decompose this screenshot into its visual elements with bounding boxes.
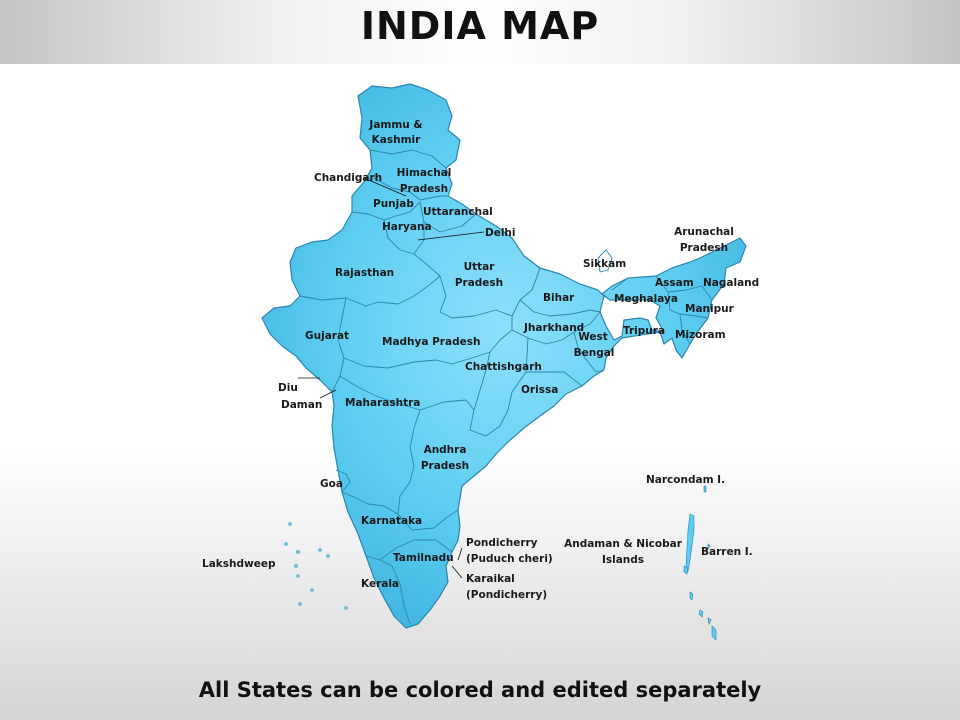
label-mizoram: Mizoram [675,329,726,341]
label-jammu-kashmir-1: Jammu & [369,119,423,131]
label-tripura: Tripura [623,325,666,337]
label-arunachal-2: Pradesh [679,242,729,254]
label-karnataka: Karnataka [361,515,423,527]
label-chattishgarh: Chattishgarh [465,361,542,373]
label-daman: Daman [281,399,323,411]
label-haryana: Haryana [382,221,432,233]
label-assam: Assam [655,277,694,289]
label-gujarat: Gujarat [305,330,350,342]
andaman-nicobar-islands [684,486,716,640]
label-andhra-1: Andhra [423,444,467,456]
leader-pondicherry [458,548,462,560]
label-nagaland: Nagaland [703,277,760,289]
label-rajasthan: Rajasthan [335,267,395,279]
label-lakshdweep: Lakshdweep [202,558,276,570]
page-title: INDIA MAP [360,4,600,48]
label-pondicherry-1: Pondicherry [466,537,538,549]
label-tamilnadu: Tamilnadu [393,552,454,564]
label-jammu-kashmir-2: Kashmir [371,134,421,146]
label-meghalaya: Meghalaya [614,293,678,305]
label-west-bengal-1: West [578,331,608,343]
label-sikkam: Sikkam [583,258,627,270]
label-chandigarh: Chandigarh [314,172,383,184]
label-jharkhand: Jharkhand [524,322,585,334]
label-maharashtra: Maharashtra [345,397,421,409]
lakshadweep-islands [285,523,348,610]
label-uttaranchal: Uttaranchal [423,206,493,218]
label-karaikal-1: Karaikal [466,573,515,585]
label-kerala: Kerala [361,578,400,590]
label-diu: Diu [278,382,298,394]
label-andaman-1: Andaman & Nicobar [564,538,682,550]
label-manipur: Manipur [685,303,734,315]
label-orissa: Orissa [521,384,559,396]
label-bihar: Bihar [543,292,575,304]
label-west-bengal-2: Bengal [573,347,615,359]
label-madhya-pradesh: Madhya Pradesh [382,336,481,348]
label-karaikal-2: (Pondicherry) [466,589,548,601]
label-uttar-pradesh-1: Uttar [463,261,495,273]
label-punjab: Punjab [373,198,414,210]
label-himachal-2: Pradesh [399,183,449,195]
label-barren: Barren I. [701,546,753,558]
footer-caption: All States can be colored and edited separately [198,678,762,702]
label-pondicherry-2: (Puduch cheri) [466,553,553,565]
label-uttar-pradesh-2: Pradesh [454,277,504,289]
leader-karaikal [452,566,462,578]
label-andaman-2: Islands [601,554,645,566]
label-narcondam: Narcondam I. [646,474,726,486]
label-goa: Goa [320,478,343,490]
label-himachal-1: Himachal [396,167,452,179]
label-andhra-2: Pradesh [420,460,470,472]
label-delhi: Delhi [485,227,516,239]
label-arunachal-1: Arunachal [674,226,734,238]
